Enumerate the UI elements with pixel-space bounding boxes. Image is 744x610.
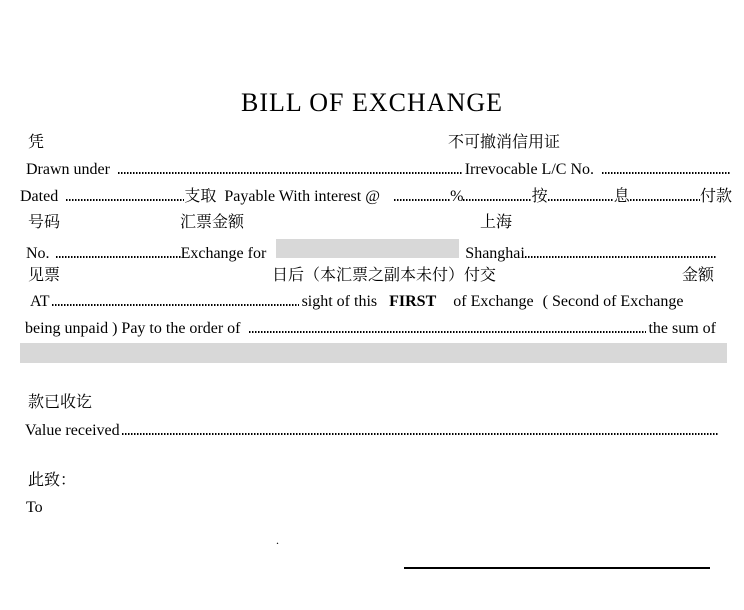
label-shanghai-en: Shanghai [465,245,525,262]
dated-field[interactable] [66,198,184,201]
drawn-under-field[interactable] [118,171,463,174]
value-received-field[interactable] [122,432,718,435]
lc-no-field[interactable] [602,171,730,174]
row-drawn-under [26,160,730,180]
interest-field[interactable] [548,198,614,201]
label-percent: % [450,188,464,205]
label-per-cn: 按 [531,188,548,205]
row-dated [20,187,732,207]
label-value-received-cn: 款已收讫 [28,394,93,411]
row-no-exchange [26,239,716,264]
row-value-received [25,421,718,441]
page-title: BILL OF EXCHANGE [240,88,504,117]
label-first: FIRST [389,293,437,310]
label-at-en: AT [30,293,50,310]
label-pay-to-order: being unpaid ) Pay to the order of [25,320,241,337]
label-exchange-for: Exchange for [180,245,267,262]
place-field[interactable] [525,255,716,258]
label-draft-amount-cn: 汇票金额 [180,214,245,231]
label-dated: Dated [20,188,59,205]
stray-dot: . [276,533,279,547]
label-second-of-exchange: ( Second of Exchange [542,293,684,310]
label-the-sum-of: the sum of [648,320,716,337]
label-irrevocable-lc-cn: 不可撤消信用证 [448,134,561,151]
label-to-en: To [26,499,43,516]
label-at-sight-cn: 见票 [28,267,61,284]
per-field[interactable] [463,198,531,201]
label-value-received-en: Value received [25,422,120,439]
label-no-en: No. [26,245,50,262]
label-after-sight-cn: 日后（本汇票之副本未付）付交 [272,267,497,284]
amount-in-words-field[interactable] [20,343,727,363]
signature-line [404,567,710,569]
label-ping: 凭 [28,134,45,151]
label-irrevocable-lc-en: Irrevocable L/C No. [464,161,594,178]
label-payable-cn: 支取 [184,188,217,205]
label-payment-cn: 付款 [699,188,732,205]
label-number-cn: 号码 [28,214,61,231]
tenor-field[interactable] [52,303,299,306]
exchange-for-amount-field[interactable] [276,239,459,258]
label-to-cn: 此致： [28,472,77,489]
label-shanghai-cn: 上海 [480,214,513,231]
label-drawn-under: Drawn under [26,161,110,178]
payment-blank-field[interactable] [630,198,700,201]
label-of-exchange: of Exchange [453,293,534,310]
label-payable-en: Payable With interest @ [224,188,380,205]
row-at-sight [30,292,716,312]
label-sight-of-this: sight of this [301,293,378,310]
row-pay-to-order [25,319,716,339]
interest-rate-field[interactable] [394,198,450,201]
no-field[interactable] [56,255,181,258]
label-amount-cn: 金额 [682,267,715,284]
payee-field[interactable] [249,330,647,333]
label-interest-cn: 息 [613,188,630,205]
